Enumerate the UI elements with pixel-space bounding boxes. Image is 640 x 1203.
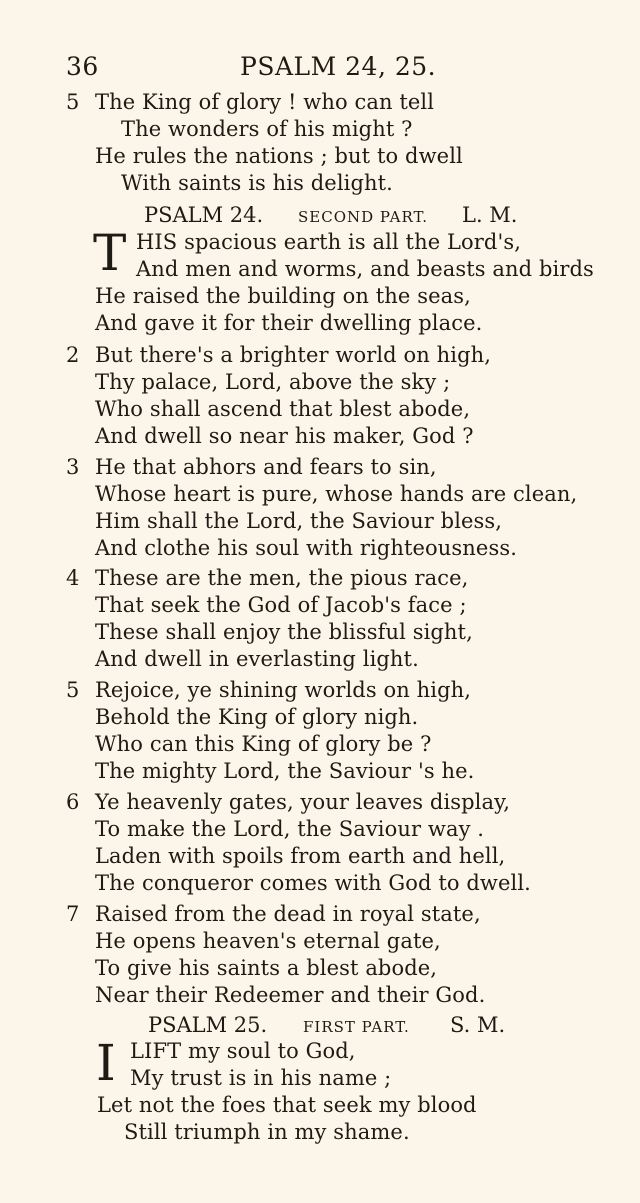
running-title: PSALM 24, 25.: [240, 52, 437, 81]
verse-line: To give his saints a blest abode,: [95, 956, 438, 980]
verse-line: Raised from the dead in royal state,: [95, 902, 481, 926]
verse-line: Behold the King of glory nigh.: [95, 705, 419, 729]
stanza-number: 5: [66, 90, 80, 114]
stanza-number: 7: [66, 902, 80, 926]
verse-line: And clothe his soul with righteousness.: [95, 536, 517, 560]
verse-line: The King of glory ! who can tell: [95, 90, 435, 114]
verse-line: Him shall the Lord, the Saviour bless,: [95, 509, 503, 533]
verse-line: The conqueror comes with God to dwell.: [95, 871, 531, 895]
verse-line: Near their Redeemer and their God.: [95, 983, 486, 1007]
verse-line: Who can this King of glory be ?: [95, 732, 432, 756]
verse-line: That seek the God of Jacob's face ;: [95, 593, 467, 617]
stanza-number: 5: [66, 678, 80, 702]
verse-line: And men and worms, and beasts and birds: [136, 257, 594, 281]
verse-line: The mighty Lord, the Saviour 's he.: [95, 759, 475, 783]
part-label: FIRST PART.: [303, 1018, 410, 1036]
verse-line: And gave it for their dwelling place.: [95, 311, 483, 335]
part-label: SECOND PART.: [298, 208, 429, 226]
stanza-number: 3: [66, 455, 80, 479]
verse-line: These are the men, the pious race,: [95, 566, 469, 590]
meter-label: S. M.: [450, 1013, 506, 1037]
verse-line: Laden with spoils from earth and hell,: [95, 844, 506, 868]
verse-line: He rules the nations ; but to dwell: [95, 144, 463, 168]
verse-line: HIS spacious earth is all the Lord's,: [136, 230, 521, 254]
verse-line: With saints is his delight.: [121, 171, 393, 195]
stanza-number: 6: [66, 790, 80, 814]
verse-line: Thy palace, Lord, above the sky ;: [95, 370, 451, 394]
meter-label: L. M.: [462, 203, 518, 227]
verse-line: Rejoice, ye shining worlds on high,: [95, 678, 472, 702]
verse-line: But there's a brighter world on high,: [95, 343, 492, 367]
verse-line: Let not the foes that seek my blood: [97, 1093, 477, 1117]
verse-line: And dwell so near his maker, God ?: [95, 424, 474, 448]
verse-line: The wonders of his might ?: [121, 117, 413, 141]
verse-line: Whose heart is pure, whose hands are clean,: [95, 482, 578, 506]
verse-line: Who shall ascend that blest abode,: [95, 397, 471, 421]
verse-line: He raised the building on the seas,: [95, 284, 471, 308]
drop-cap: T: [93, 224, 127, 282]
page-number: 36: [66, 52, 99, 81]
verse-line: Ye heavenly gates, your leaves display,: [95, 790, 511, 814]
verse-line: My trust is in his name ;: [130, 1066, 392, 1090]
verse-line: Still triumph in my shame.: [124, 1120, 410, 1144]
verse-line: To make the Lord, the Saviour way .: [95, 817, 485, 841]
verse-line: He that abhors and fears to sin,: [95, 455, 437, 479]
verse-line: These shall enjoy the blissful sight,: [95, 620, 473, 644]
drop-cap: I: [96, 1034, 116, 1092]
verse-line: LIFT my soul to God,: [130, 1039, 356, 1063]
stanza-number: 4: [66, 566, 80, 590]
psalm-title: PSALM 25.: [148, 1013, 268, 1037]
verse-line: And dwell in everlasting light.: [95, 647, 419, 671]
psalm-title: PSALM 24.: [144, 203, 264, 227]
verse-line: He opens heaven's eternal gate,: [95, 929, 441, 953]
stanza-number: 2: [66, 343, 80, 367]
